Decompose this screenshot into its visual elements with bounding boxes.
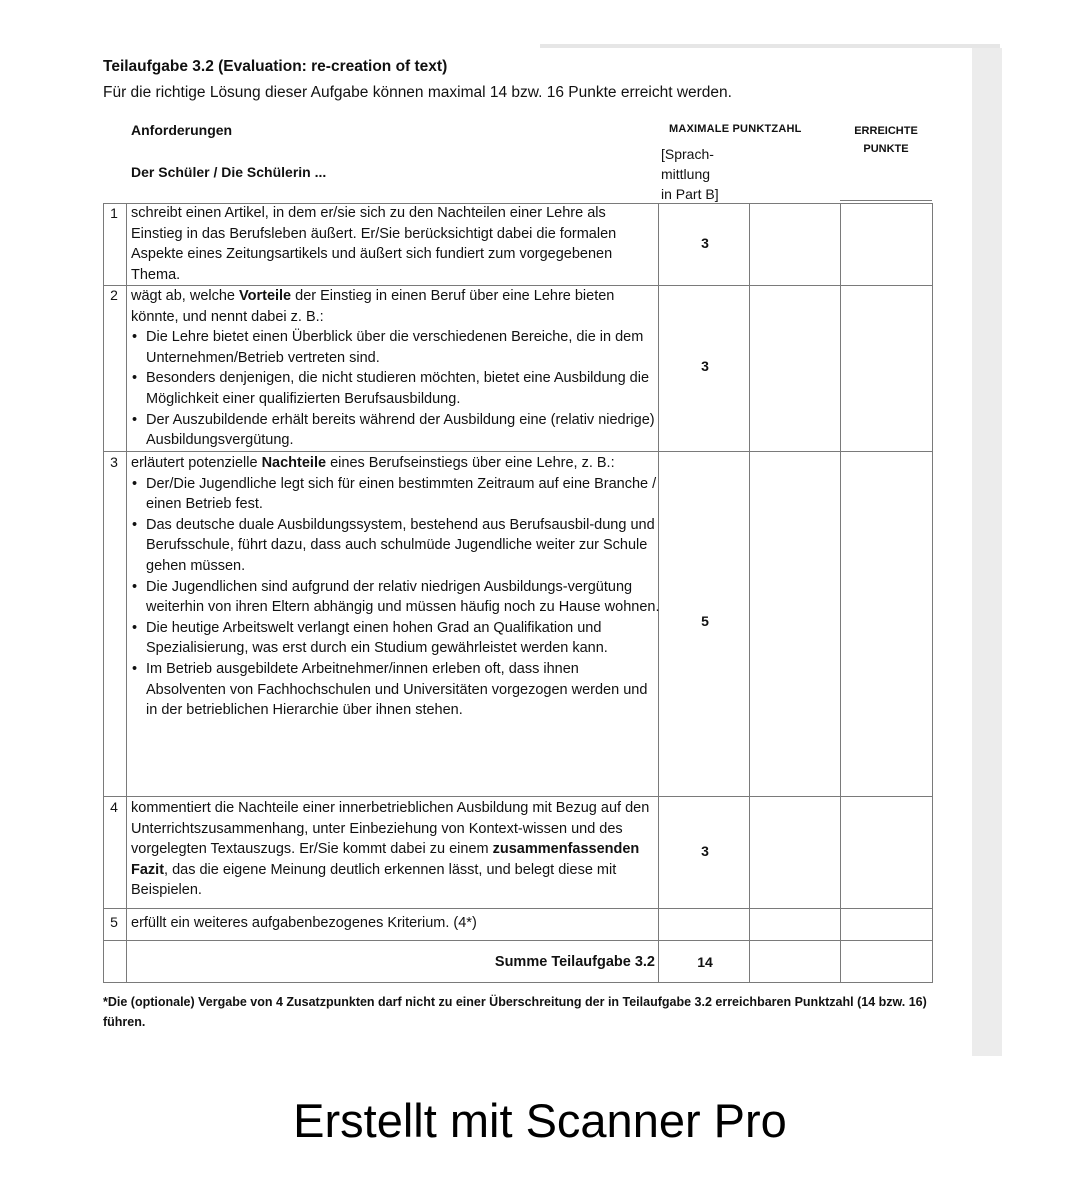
max-points-header: MAXIMALE PUNKTZAHL bbox=[669, 123, 802, 135]
grid-line bbox=[840, 203, 841, 982]
bullet-list bbox=[131, 327, 661, 451]
text-part: kommentiert die Nachteile einer innerbetrieblichen Ausbildung mit Bezug auf den Unterrichtszusammenhang, unter Einbeziehung von Kontext-wissen und des vorgelegten Textauszugs. Er/Sie kommt dabei zu einem bbox=[131, 800, 650, 858]
grid-line bbox=[103, 908, 933, 909]
row-text bbox=[131, 286, 661, 451]
row-text bbox=[131, 203, 661, 285]
emphasis: Vorteile bbox=[239, 288, 292, 304]
grid-line bbox=[749, 203, 750, 982]
text-part: erläutert potenzielle bbox=[131, 455, 262, 471]
text-part: wägt ab, welche bbox=[131, 288, 240, 304]
scan-edge-right bbox=[972, 48, 1002, 1056]
requirement-text: schreibt einen Artikel, in dem er/sie sich zu den Nachteilen einer Lehre als Einstieg in das Berufsleben äußert. Er/Sie berücksichtigt dabei die formalen Aspekte eines Zeitungsartikels und äußert sich fundiert zum vorgegebenen Thema. bbox=[131, 205, 617, 283]
grid-line bbox=[932, 203, 933, 982]
requirement-text bbox=[131, 286, 661, 327]
text-part: der Einstieg in einen Beruf über eine Lehre bieten könnte, und nennt dabei z. B.: bbox=[131, 288, 615, 325]
row-number: 5 bbox=[110, 914, 118, 930]
task-intro: Für die richtige Lösung dieser Aufgabe können maximal 14 bzw. 16 Punkte erreicht werden. bbox=[103, 84, 732, 101]
grid-line bbox=[103, 451, 933, 452]
requirement-text bbox=[131, 453, 661, 474]
emphasis: Nachteile bbox=[261, 455, 327, 471]
max-points-note bbox=[661, 144, 751, 204]
bullet-list bbox=[131, 474, 661, 721]
bullet-item: • Im Betrieb ausgebildete Arbeitnehmer/innen erleben oft, dass ihnen Absolventen von Fachhochschulen und Universitäten vorgezogen werden und in der betrieblichen Hierarchie über ihnen stehen. bbox=[146, 659, 661, 721]
task-title: Teilaufgabe 3.2 (Evaluation: re-creation of text) bbox=[103, 58, 448, 75]
requirement-text: erfüllt ein weiteres aufgabenbezogenes Kriterium. (4*) bbox=[131, 915, 477, 931]
max-points-value: 3 bbox=[701, 235, 709, 251]
bullet-item: • Die heutige Arbeitswelt verlangt einen hohen Grad an Qualifikation und Spezialisierung, was erst durch ein Studium gewährleistet werden kann. bbox=[146, 618, 661, 659]
bullet-item: • Der/Die Jugendliche legt sich für einen bestimmten Zeitraum auf eine Branche / einen Betrieb fest. bbox=[146, 474, 661, 515]
requirements-header: Anforderungen bbox=[131, 122, 233, 138]
max-points-value: 3 bbox=[701, 843, 709, 859]
row-number: 1 bbox=[110, 205, 118, 221]
requirement-text bbox=[131, 798, 661, 901]
bullet-item: • Besonders denjenigen, die nicht studieren möchten, bietet eine Ausbildung die Möglichkeit einer qualifizierten Berufsausbildung. bbox=[146, 368, 661, 409]
grid-line bbox=[103, 982, 933, 983]
grid-line bbox=[126, 203, 127, 982]
row-text bbox=[131, 798, 661, 901]
footnote: *Die (optionale) Vergabe von 4 Zusatzpunkten darf nicht zu einer Überschreitung der in Teilaufgabe 3.2 erreichbaren Punktzahl (14 bzw. 16) führen. bbox=[103, 995, 927, 1029]
text-part: eines Berufseinstiegs über eine Lehre, z. B.: bbox=[326, 455, 615, 471]
scanner-watermark: Erstellt mit Scanner Pro bbox=[293, 1094, 787, 1147]
grid-line bbox=[103, 940, 933, 941]
bullet-item: • Der Auszubildende erhält bereits während der Ausbildung eine (relativ niedrige) Ausbildungsvergütung. bbox=[146, 410, 661, 451]
sum-points-value: 14 bbox=[697, 954, 713, 970]
scan-edge-top bbox=[540, 44, 1000, 48]
student-subheader: Der Schüler / Die Schülerin ... bbox=[131, 164, 327, 180]
grid-line bbox=[103, 203, 104, 982]
row-number: 4 bbox=[110, 799, 118, 815]
grid-line bbox=[103, 796, 933, 797]
max-points-note-text: [Sprach- mittlung in Part B] bbox=[661, 146, 719, 202]
emphasis: zusammenfassenden Fazit bbox=[131, 841, 640, 878]
grid-line bbox=[840, 200, 932, 201]
row-number: 2 bbox=[110, 287, 118, 303]
sum-label: Summe Teilaufgabe 3.2 bbox=[494, 954, 655, 970]
row-text bbox=[131, 913, 661, 934]
bullet-item: • Die Jugendlichen sind aufgrund der relativ niedrigen Ausbildungs-vergütung weiterhin von ihren Eltern abhängig und müssen häufig noch zu Hause wohnen. bbox=[146, 577, 661, 618]
text-part: , das die eigene Meinung deutlich erkennen lässt, und belegt diese mit Beispielen. bbox=[131, 861, 617, 899]
reached-points-header bbox=[846, 122, 926, 158]
reached-points-header-text: ERREICHTE PUNKTE bbox=[854, 125, 918, 155]
bullet-item: • Das deutsche duale Ausbildungssystem, bestehend aus Berufsausbil-dung und Berufsschule, führt dazu, dass auch schulmüde Jugendliche weiter zur Schule gehen müssen. bbox=[146, 515, 661, 577]
row-text bbox=[131, 453, 661, 721]
max-points-value: 5 bbox=[701, 613, 709, 629]
max-points-value: 3 bbox=[701, 358, 709, 374]
bullet-item: • Die Lehre bietet einen Überblick über die verschiedenen Bereiche, die in dem Unternehmen/Betrieb vertreten sind. bbox=[146, 327, 661, 368]
row-number: 3 bbox=[110, 454, 118, 470]
